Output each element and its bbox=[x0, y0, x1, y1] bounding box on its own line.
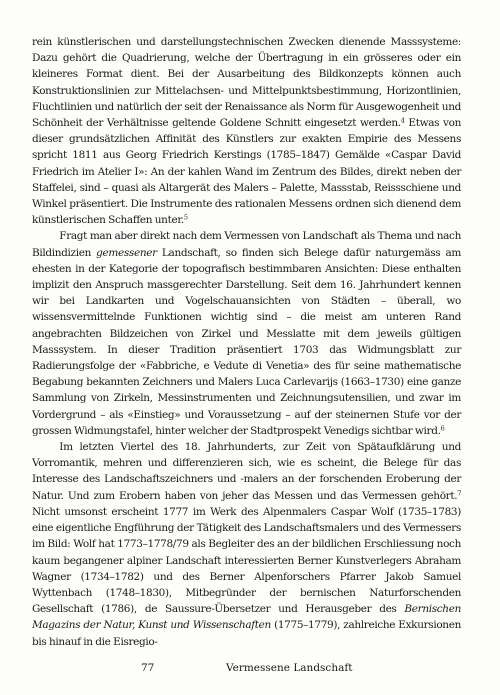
running-title: Vermessene Landschaft bbox=[226, 662, 353, 674]
page-number: 77 bbox=[141, 662, 155, 674]
footnote-mark: 6 bbox=[440, 424, 445, 433]
text-run: Etwas von dieser grundsätzlichen Affinität des Künstlers zur exakten Empirie des Messens spricht 1811 aus Georg Friedrich Kerstings (1785–1847) Gemälde «Caspar David Friedrich im Atelier I»: An der kahlen Wand im Zentrum des Bildes, direkt neben der Staffelei, sind – quasi als Altargerät des Malers – Palette, Massstab, Reissschiene und Winkel präsentiert. Die Instrumente des rationalen Messens ordnen sich dienend dem künstlerischen Schaffen unter. bbox=[32, 117, 461, 227]
text-run: Nicht umsonst erscheint 1777 im Werk des Alpenmalers Caspar Wolf (1735–1783) eine eigentliche Engführung der Tätigkeit des Landschaftsmalers und des Vermessers im Bild: Wolf hat 1773–1778/79 als Begleiter des an der bildlichen Erschliessung noch kaum begangener alpiner Landschaft interessierten Berner Kunstverlegers Abraham Wagner (1734–1782) und des Berner Alpenforschers Pfarrer Jakob Samuel Wyttenbach (1748–1830), Mitbegründer der bernischen Naturforschenden Gesellschaft (1786), de Saussure-Übersetzer und Herausgeber des bbox=[32, 505, 461, 616]
italic-text: Bernischen Magazins der Natur, Kunst und Wissenschaften bbox=[32, 603, 461, 632]
text-run: Im letzten Viertel des 18. Jahrhunderts, zur Zeit von Spätaufklärung und Vorromantik, mehren und differenzieren sich, wie es scheint, die Belege für das Interesse des Landschaftszeichners und -malers an der forschenden Eroberung der Natur. Und zum Erobern haben von jeher das Messen und das Vermessen gehört. bbox=[32, 441, 461, 502]
paragraph-2 bbox=[32, 228, 461, 439]
italic-text: gemessener bbox=[96, 246, 157, 259]
footnote-mark: 5 bbox=[183, 213, 188, 222]
text-run: rein künstlerischen und darstellungstechnischen Zwecken dienende Masssysteme: Dazu gehört die Quadrierung, welche der Übertragung in ein grösseres oder ein kleineres Format dient. Bei der Ausarbeitung des Bildkonzepts können auch Konstruktionslinien zur Mittelachsen- und Mittelpunktsbestimmung, Horizontlinien, Fluchtlinien und natürlich der seit der Renaissance als Norm für Ausgewogenheit und Schönheit der Verhältnisse geltende Goldene Schnitt eingesetzt werden. bbox=[32, 36, 461, 130]
paragraph-1 bbox=[32, 34, 461, 228]
text-run: Fragt man aber direkt nach dem Vermessen von Landschaft als Thema und nach Bildindizien bbox=[32, 230, 461, 259]
text-run: Landschaft, so finden sich Belege dafür naturgemäss am ehesten in der Kategorie der topografisch bestimmbaren Ansichten: Diese enthalten implizit den Anspruch massgerechter Darstellung. Seit dem 16. Jahrhundert kennen wir bei Landkarten und Vogelschauansichten von Städten – überall, wo wissensvermittelnde Funktionen wichtig sind – die meist am unteren Rand angebrachten Bildzeichen von Zirkel und Messlatte mit dem jeweils gültigen Masssystem. In dieser Tradition präsentiert 1703 das Widmungsblatt zur Radierungsfolge der «Fabbriche, e Vedute di Venetia» des für seine mathematische Begabung bekannten Zeichners und Malers Luca Carlevarijs (1663–1730) eine ganze Sammlung von Zirkeln, Messinstrumenten und Zeichnungsutensilien, und zwar im Vordergrund – als «Einstieg» und Voraussetzung – auf der steinernen Stufe vor der grossen Widmungstafel, hinter welcher der Stadtprospekt Venedigs sichtbar wird. bbox=[32, 246, 462, 437]
footnote-mark: 7 bbox=[457, 489, 461, 498]
paragraph-3 bbox=[32, 439, 461, 650]
footnote-mark: 4 bbox=[400, 116, 405, 125]
text-run: (1775–1779), zahlreiche Exkursionen bis hinauf in die Eisregio- bbox=[32, 619, 461, 648]
body-text bbox=[32, 34, 461, 650]
page-footer bbox=[0, 660, 500, 676]
